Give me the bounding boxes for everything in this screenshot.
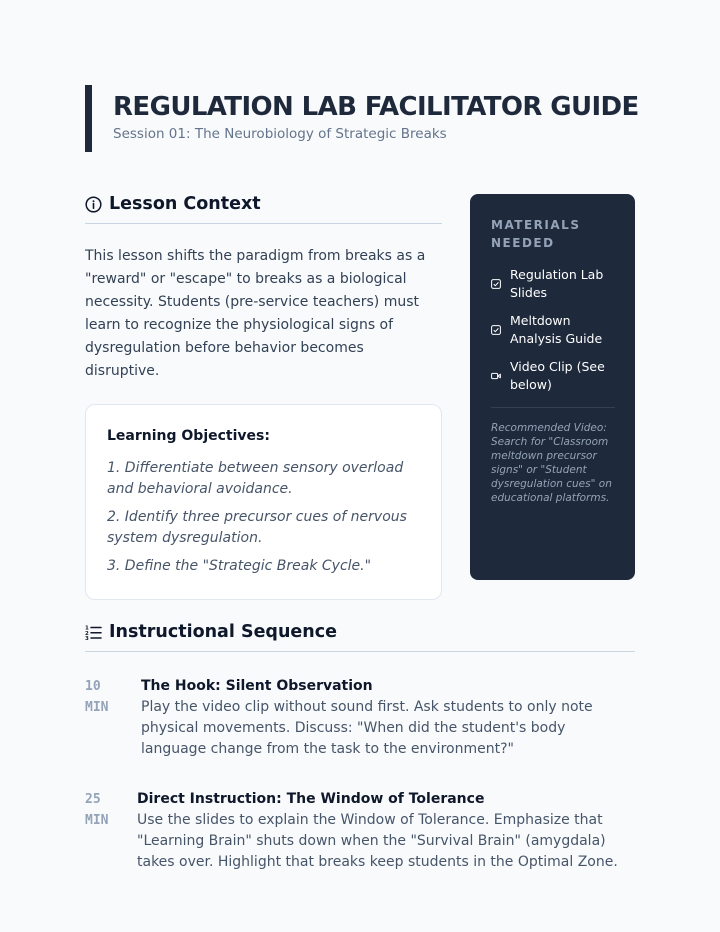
page-title: REGULATION LAB FACILITATOR GUIDE [113, 92, 639, 122]
sequence-duration [85, 789, 125, 831]
info-icon [85, 196, 102, 213]
sequence-description: Play the video clip without sound first. Ask students to only note physical movements. Discuss: "When did the student's body language change from the task to the environment?" [141, 699, 593, 757]
material-item-guide [491, 312, 615, 347]
material-label: Video Clip (See below) [510, 359, 605, 392]
learning-objectives-title: Learning Objectives: [107, 428, 270, 444]
materials-divider [491, 407, 615, 505]
svg-text:3: 3 [85, 635, 89, 641]
duration-value: 10 [85, 679, 101, 694]
objective-item: 1. Differentiate between sensory overload and behavioral avoidance. [107, 460, 404, 497]
sequence-description: Use the slides to explain the Window of Tolerance. Emphasize that "Learning Brain" shuts down when the "Survival Brain" (amygdala) takes over. Highlight that breaks keep students in the Optimal Zone. [137, 812, 618, 870]
objective-item: 2. Identify three precursor cues of nervous system dysregulation. [107, 509, 407, 546]
video-icon [491, 371, 501, 381]
sequence-item-hook [85, 676, 635, 766]
sequence-body [141, 676, 635, 760]
lesson-context-heading [85, 194, 442, 224]
sequence-title: The Hook: Silent Observation [141, 678, 373, 694]
lesson-context-text: This lesson shifts the paradigm from breaks as a "reward" or "escape" to breaks as a biological necessity. Students (pre-service teachers) must learn to recognize the physiological signs of dysregulation before behavior becomes disruptive. [85, 248, 426, 379]
duration-unit: MIN [85, 700, 109, 715]
learning-objectives-card [85, 404, 442, 600]
duration-value: 25 [85, 792, 101, 807]
material-item-slides [491, 266, 615, 301]
sequence-body [137, 789, 635, 873]
recommended-video-note: Recommended Video: Search for "Classroom meltdown precursor signs" or "Student dysregulation cues" on educational platforms. [491, 422, 612, 504]
sequence-duration [85, 676, 125, 718]
material-label: Regulation Lab Slides [510, 267, 604, 300]
checkbox-icon [491, 279, 501, 289]
objective-item: 3. Define the "Strategic Break Cycle." [107, 558, 372, 574]
page-header [85, 85, 639, 152]
material-label: Meltdown Analysis Guide [510, 313, 603, 346]
svg-text:1: 1 [85, 625, 89, 631]
instructional-sequence-title: Instructional Sequence [109, 622, 337, 642]
lesson-context-section [85, 194, 442, 600]
checkbox-icon [491, 325, 501, 335]
lesson-context-title: Lesson Context [109, 194, 261, 214]
sequence-title: Direct Instruction: The Window of Tolerance [137, 791, 485, 807]
sequence-item-direct-instruction [85, 789, 635, 879]
material-item-video [491, 358, 615, 393]
instructional-sequence-heading [85, 622, 635, 652]
svg-text:2: 2 [85, 630, 89, 637]
instructional-sequence-section [85, 622, 635, 870]
materials-panel [470, 194, 635, 580]
duration-unit: MIN [85, 813, 109, 828]
materials-title: MATERIALS NEEDED [491, 218, 581, 250]
page-subtitle: Session 01: The Neurobiology of Strategic Breaks [113, 126, 447, 142]
list-ordered-icon [85, 624, 102, 641]
